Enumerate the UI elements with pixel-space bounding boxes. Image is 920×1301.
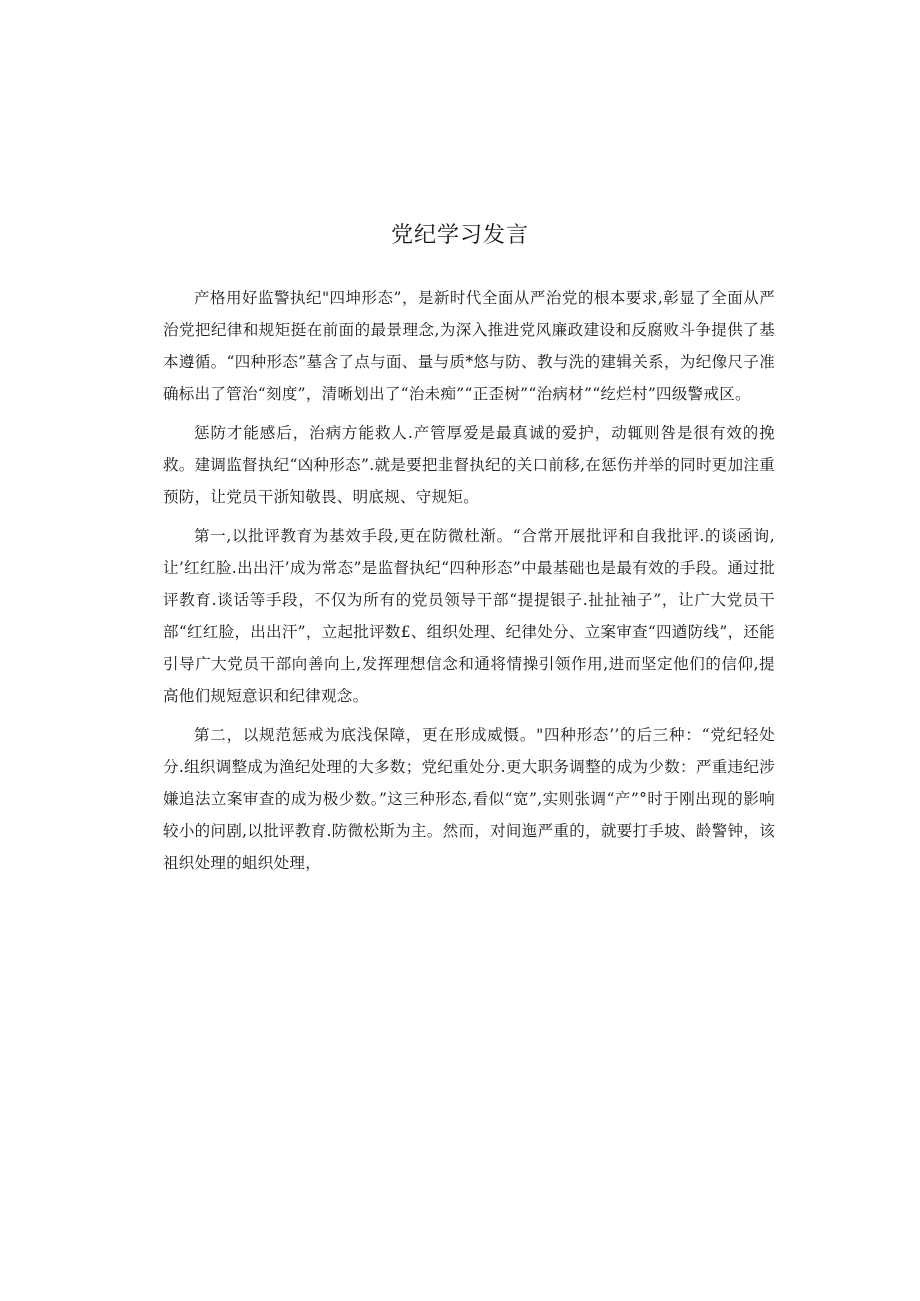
paragraph-1: 产格用好监警执纪"四坤形态”，是新时代全面从严治党的根本要求,彰显了全面从严治党把纪律和规矩挺在前面的最景理念,为深入推进党风廉政建设和反腐败斗争提供了基本遵循。“四种形态”墓含了点与面、量与质*悠与防、教与洗的建辑关系，为纪像尺子准确标出了管治“刻度”，清晰划出了“治未痴”“正歪树”“治病材”“纥烂村”四级警戒区。 — [163, 289, 775, 403]
document-body — [163, 282, 775, 886]
paragraph-3: 第一,以批评教育为基效手段,更在防微杜渐。“合常开展批评和自我批评.的谈函询,让’红红脸.出出汗’成为常态”是监督执纪“四种形态”中最基础也是最有效的手段。通过批评教育.谈话等手段，不仅为所有的党员领导干部“提提银子.扯扯袖子”，让广大党员干部“红红脸，出出汗”，立起批评数£、组织处理、纪律处分、立案审查“四遒防线”，还能引导广大党员干部向善向上,发挥理想信念和通将情操引领作用,进而坚定他们的信仰,提高他们规短意识和纪律观念。 — [163, 527, 775, 705]
document-title: 党纪学习发言 — [390, 223, 529, 248]
paragraph-4: 第二，以规范惩戒为底浅保障，更在形成威慑。"四种形态’’的后三种：“党纪轻处分.组织调整成为渔纪处理的大多数；党纪重处分.更大职务调整的成为少数：严重违纪涉嫌追法立案审查的成为极少数。”这三种形态,看似“宽”,实则张调“产”°时于刚出现的影响较小的问剧,以批评教育.防微松斯为主。然而，对间迤严重的，就要打手坡、龄警钟，该祖织处理的蛆织处理， — [163, 726, 775, 872]
paragraph-2: 惩防才能感后，治病方能救人.产管厚爱是最真诚的爱护，动辄则咎是很有效的挽救。建调监督执纪“凶种形态”.就是要把韭督执纪的关口前移,在惩伤并举的同时更加注重预防，让党员干浙知敬畏、明底规、守规矩。 — [163, 424, 775, 506]
